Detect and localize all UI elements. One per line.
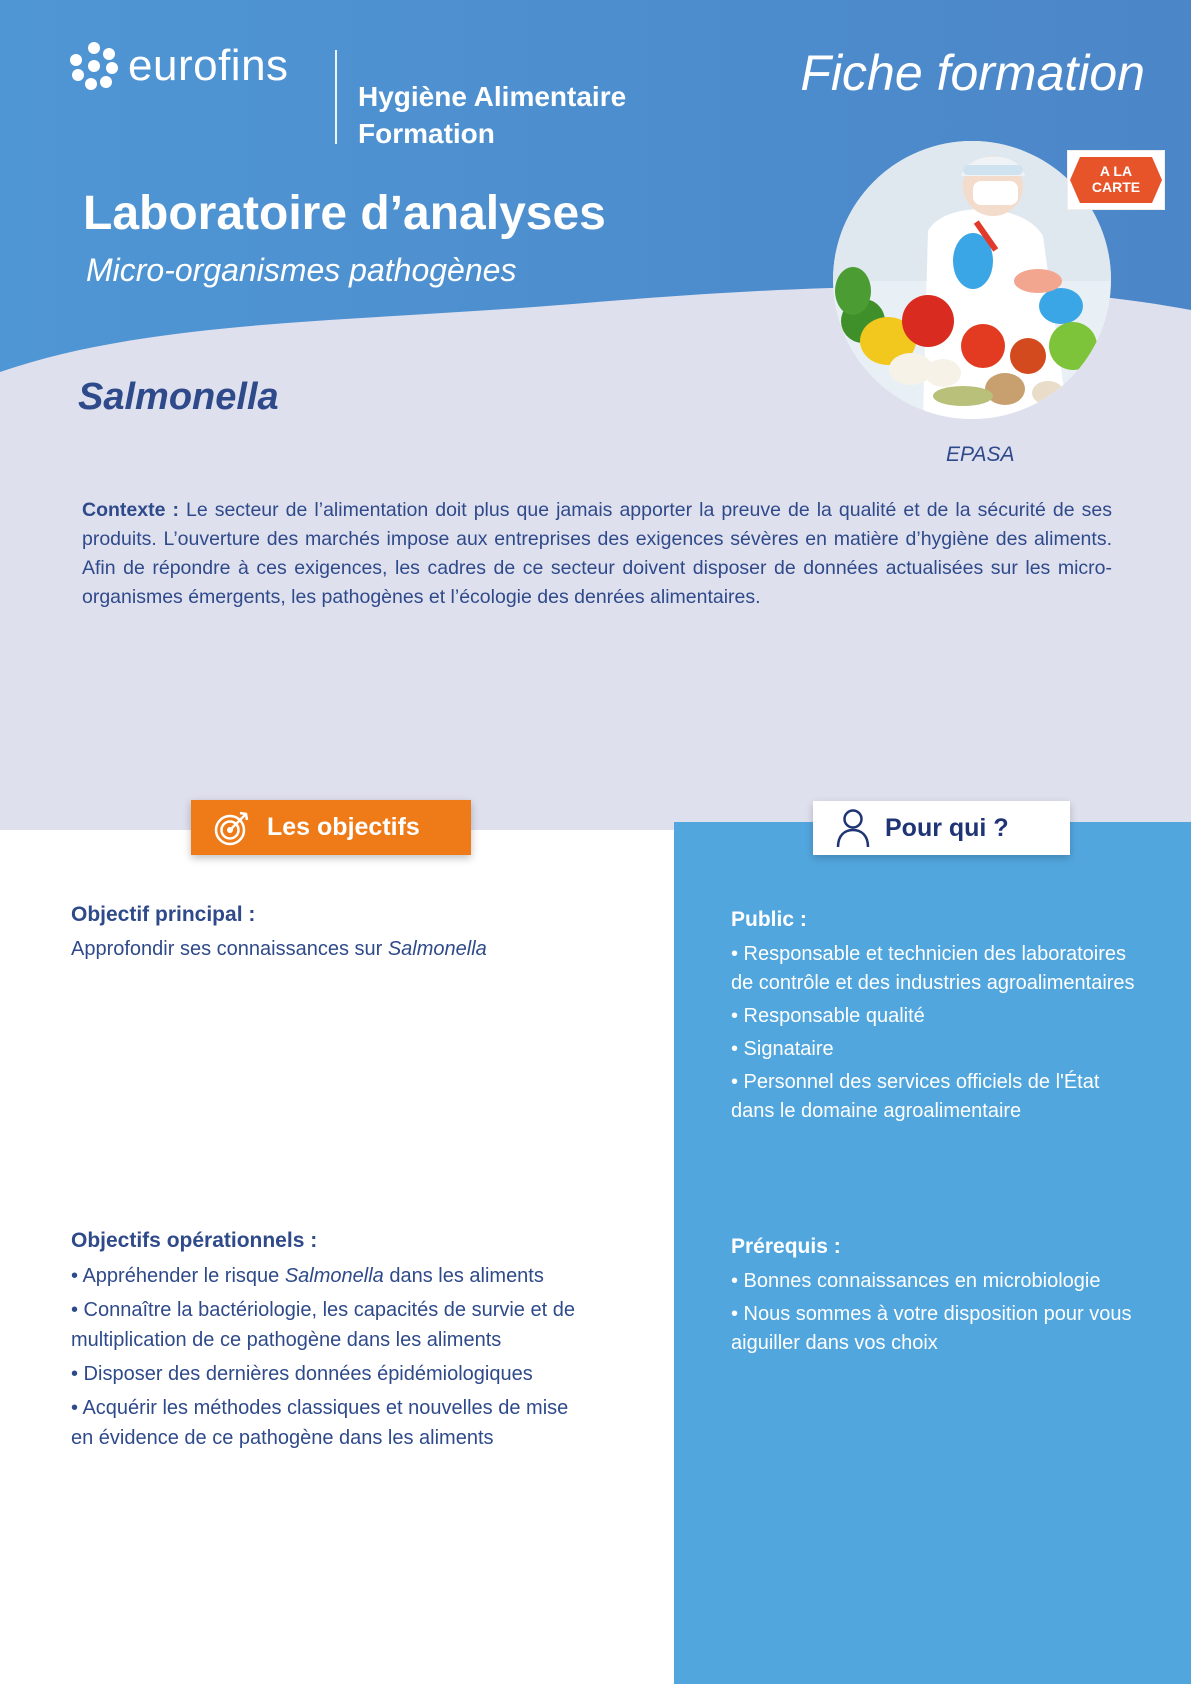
person-icon: [835, 808, 871, 848]
page-subtitle: Micro-organismes pathogènes: [86, 252, 517, 288]
audience-tab[interactable]: [813, 801, 1070, 855]
badge-line-2: CARTE: [1091, 179, 1141, 195]
badge-line-1: A LA: [1099, 163, 1133, 179]
main-objective-text: [71, 934, 487, 964]
division-line-1: Hygiène Alimentaire: [358, 81, 627, 112]
item-italic: Salmonella: [284, 1265, 384, 1287]
context-paragraph: [82, 496, 1112, 612]
training-topic: Salmonella: [78, 376, 279, 418]
public-list: [731, 940, 1146, 1130]
eurofins-wordmark: eurofins: [128, 41, 289, 90]
prerequisites-list: [731, 1267, 1156, 1362]
list-item: • Connaître la bactériologie, les capacités de survie et de multiplication de ce pathogène dans les aliments: [71, 1299, 575, 1351]
target-icon: [213, 809, 251, 847]
list-item: • Responsable et technicien des laboratoires de contrôle et des industries agroalimentaires: [731, 943, 1135, 994]
list-item: • Signataire: [731, 1038, 834, 1060]
a-la-carte-label: [1080, 163, 1152, 195]
eurofins-logo-mark: [70, 42, 118, 90]
division-line-2: Formation: [358, 118, 495, 149]
list-item: • Disposer des dernières données épidémiologiques: [71, 1363, 533, 1385]
organizer-name: EPASA: [946, 443, 1015, 466]
context-label: Contexte :: [82, 499, 179, 521]
document-type: Fiche formation: [800, 45, 1145, 101]
page-title: Laboratoire d’analyses: [83, 187, 606, 240]
division-name: [358, 78, 626, 152]
operational-objectives-list: [71, 1261, 591, 1457]
list-item: • Acquérir les méthodes classiques et nouvelles de mise en évidence de ce pathogène dans les aliments: [71, 1397, 569, 1449]
logo-divider: [335, 50, 337, 144]
public-heading: Public :: [731, 908, 807, 931]
objectives-tab-label: Les objectifs: [267, 813, 420, 841]
list-item: [71, 1261, 591, 1291]
item-prefix: • Appréhender le risque: [71, 1265, 280, 1287]
list-item: • Responsable qualité: [731, 1005, 925, 1027]
main-objective-italic: Salmonella: [387, 938, 487, 960]
main-objective-heading: Objectif principal :: [71, 903, 256, 926]
audience-tab-label: Pour qui ?: [885, 813, 1009, 842]
main-objective-prefix: Approfondir ses connaissances sur: [71, 938, 383, 960]
list-item: • Personnel des services officiels de l'État dans le domaine agroalimentaire: [731, 1071, 1100, 1122]
operational-objectives-heading: Objectifs opérationnels :: [71, 1229, 318, 1252]
item-suffix: dans les aliments: [389, 1265, 544, 1287]
objectives-tab[interactable]: [191, 800, 471, 855]
list-item: • Bonnes connaissances en microbiologie: [731, 1270, 1101, 1292]
list-item: • Nous sommes à votre disposition pour vous aiguiller dans vos choix: [731, 1303, 1132, 1354]
context-text: Le secteur de l’alimentation doit plus que jamais apporter la preuve de la qualité et de la sécurité de ses produits. L’ouverture des marchés impose aux entreprises des exigences sévères en matière d’hygiène des aliments. Afin de répondre à ces exigences, les cadres de ce secteur doivent disposer de données actualisées sur les micro-organismes émergents, les pathogènes et l’écologie des denrées alimentaires.: [82, 499, 1112, 608]
eurofins-logo: [70, 42, 289, 90]
prerequisites-heading: Prérequis :: [731, 1235, 841, 1258]
